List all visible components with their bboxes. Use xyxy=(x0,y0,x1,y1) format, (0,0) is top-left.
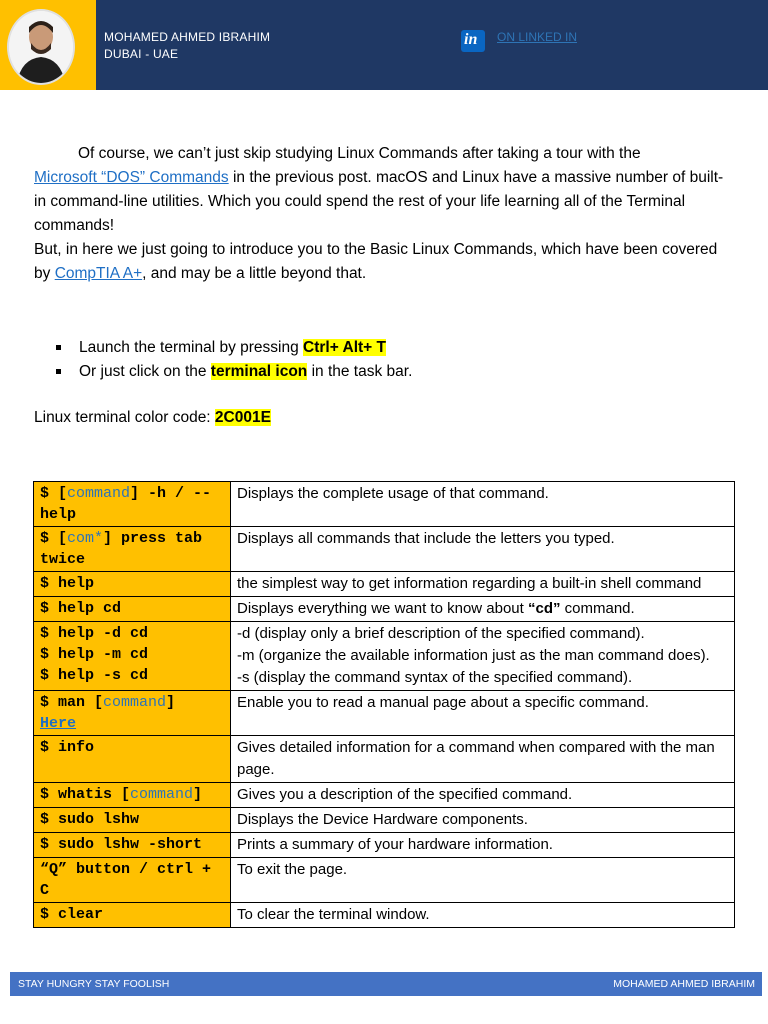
table-row xyxy=(34,572,735,597)
command-text: $ whatis [ xyxy=(40,786,131,803)
description-text: Gives detailed information for a command when compared with the man page. xyxy=(237,739,715,778)
linux-commands-table xyxy=(33,481,735,928)
command-text: $ help -m cd xyxy=(40,646,149,663)
intro-text xyxy=(34,142,734,286)
shortcut-highlight: Ctrl+ Alt+ T xyxy=(303,339,386,356)
command-text: $ sudo lshw xyxy=(40,811,140,828)
bold-text: “cd” xyxy=(527,600,561,617)
terminal-color-code: Linux terminal color code: 2C001E xyxy=(34,409,271,426)
description-text: To exit the page. xyxy=(237,861,348,878)
command-placeholder: command xyxy=(67,485,131,502)
table-row xyxy=(34,858,735,903)
list-item: Or just click on the terminal icon in the task bar. xyxy=(54,360,734,384)
description-text: Displays everything we want to know about xyxy=(237,600,528,617)
bullet-icon xyxy=(56,345,61,350)
description-cell xyxy=(231,736,735,783)
command-text: ] press tab twice xyxy=(40,530,203,568)
description-text: Prints a summary of your hardware information. xyxy=(237,836,553,853)
description-cell xyxy=(231,783,735,808)
list-item: Launch the terminal by pressing Ctrl+ Alt+ T xyxy=(54,336,734,360)
command-cell xyxy=(34,903,231,928)
table-row xyxy=(34,597,735,622)
command-text: $ clear xyxy=(40,906,104,923)
command-placeholder: com* xyxy=(67,530,104,547)
command-cell xyxy=(34,858,231,903)
description-text: -s (display the command syntax of the specified command). xyxy=(237,669,633,686)
table-row xyxy=(34,622,735,691)
command-text: $ help xyxy=(40,575,95,592)
description-cell xyxy=(231,858,735,903)
description-text: command. xyxy=(560,600,635,617)
description-text: Displays all commands that include the letters you typed. xyxy=(237,530,615,547)
command-text: ] xyxy=(193,786,203,803)
table-row xyxy=(34,527,735,572)
avatar xyxy=(7,9,75,85)
color-code-value: 2C001E xyxy=(214,409,271,426)
command-text: $ info xyxy=(40,739,95,756)
table-row xyxy=(34,903,735,928)
instructions-list xyxy=(54,336,734,384)
command-cell xyxy=(34,482,231,527)
author-name: MOHAMED AHMED IBRAHIM xyxy=(104,30,271,44)
command-text: $ help cd xyxy=(40,600,122,617)
comptia-link[interactable]: CompTIA A+ xyxy=(54,265,143,282)
command-text: $ help -d cd xyxy=(40,625,149,642)
description-text: -d (display only a brief description of the specified command). xyxy=(237,625,645,642)
command-text: $ [ xyxy=(40,485,68,502)
command-cell xyxy=(34,597,231,622)
command-cell xyxy=(34,783,231,808)
command-cell xyxy=(34,622,231,691)
command-text: $ [ xyxy=(40,530,68,547)
description-cell xyxy=(231,622,735,691)
terminal-icon-highlight: terminal icon xyxy=(210,363,308,380)
intro-paragraph-1: Of course, we can’t just skip studying Linux Commands after taking a tour with the Microsoft “DOS” Commands in the previous post. macOS and Linux have a massive number of built-in command-line utilities. Which you could spend the rest of your life learning all of the Terminal commands! xyxy=(34,145,724,234)
command-text: $ man [ xyxy=(40,694,104,711)
description-cell xyxy=(231,597,735,622)
command-cell xyxy=(34,572,231,597)
table-row xyxy=(34,736,735,783)
page-header xyxy=(0,0,768,90)
description-text: Displays the Device Hardware components. xyxy=(237,811,528,828)
linkedin-link[interactable]: ON LINKED IN xyxy=(497,30,578,44)
table-row xyxy=(34,482,735,527)
command-cell xyxy=(34,808,231,833)
footer-motto: STAY HUNGRY STAY FOOLISH xyxy=(18,978,170,990)
description-cell xyxy=(231,482,735,527)
page-footer xyxy=(10,972,762,996)
bullet-icon xyxy=(56,369,61,374)
command-text: $ sudo lshw -short xyxy=(40,836,203,853)
description-cell xyxy=(231,833,735,858)
description-text: Displays the complete usage of that command. xyxy=(237,485,549,502)
command-text: ] -h / --help xyxy=(40,485,212,523)
description-text: To clear the terminal window. xyxy=(237,906,430,923)
command-cell xyxy=(34,691,231,736)
table-row xyxy=(34,783,735,808)
description-cell xyxy=(231,808,735,833)
linkedin-icon[interactable]: in xyxy=(461,30,485,52)
description-cell xyxy=(231,691,735,736)
description-cell xyxy=(231,572,735,597)
command-text: $ help -s cd xyxy=(40,667,149,684)
command-text: ] xyxy=(166,694,176,711)
description-text: -m (organize the available information just as the man command does). xyxy=(237,647,710,664)
man-here-link[interactable]: Here xyxy=(40,715,77,732)
profile-photo-panel xyxy=(0,0,96,90)
description-cell xyxy=(231,527,735,572)
command-placeholder: command xyxy=(103,694,167,711)
command-cell xyxy=(34,736,231,783)
description-text: Gives you a description of the specified command. xyxy=(237,786,573,803)
footer-author: MOHAMED AHMED IBRAHIM xyxy=(613,978,755,990)
description-text: Enable you to read a manual page about a specific command. xyxy=(237,694,649,711)
table-row xyxy=(34,691,735,736)
table-row xyxy=(34,833,735,858)
command-cell xyxy=(34,833,231,858)
intro-paragraph-2: But, in here we just going to introduce you to the Basic Linux Commands, which have been covered by CompTIA A+, and may be a little beyond that. xyxy=(34,241,718,282)
description-cell xyxy=(231,903,735,928)
description-text: the simplest way to get information regarding a built-in shell command xyxy=(237,575,702,592)
avatar-portrait xyxy=(9,11,73,83)
command-placeholder: command xyxy=(130,786,194,803)
command-cell xyxy=(34,527,231,572)
dos-commands-link[interactable]: Microsoft “DOS” Commands xyxy=(34,169,229,186)
author-location: DUBAI - UAE xyxy=(104,47,179,61)
table-row xyxy=(34,808,735,833)
command-text: “Q” button / ctrl + C xyxy=(40,861,212,899)
